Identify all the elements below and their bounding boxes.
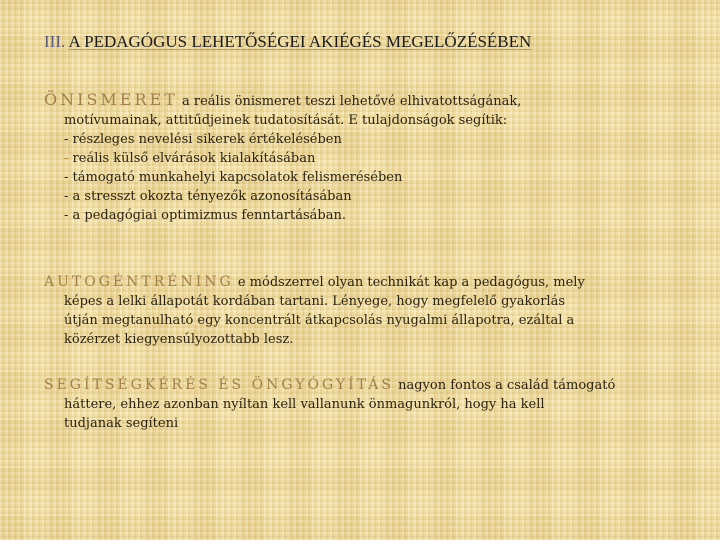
- text-line: közérzet kiegyensúlyozottabb lesz.: [64, 332, 294, 347]
- list-item: - reális külső elvárások kialakításában: [64, 151, 316, 166]
- heading-segitseg: SEGÍTSÉGKÉRÉS ÉS ÖNGYÓGYÍTÁS: [44, 377, 394, 393]
- list-item: - a stresszt okozta tényezők azonosításában: [64, 189, 352, 204]
- lead-autogen: e módszerrel olyan technikát kap a pedagógus, mely: [237, 275, 585, 290]
- section-segitseg: [44, 376, 684, 433]
- title-text: A PEDAGÓGUS LEHETŐSÉGEI AKIÉGÉS MEGELŐZÉSÉBEN: [68, 32, 532, 51]
- list-item: - részleges nevelési sikerek értékelésében: [64, 132, 342, 147]
- section-autogen: [44, 273, 684, 349]
- list-item: - támogató munkahelyi kapcsolatok felismerésében: [64, 170, 403, 185]
- heading-onismeret: ÖNISMERET: [44, 90, 178, 109]
- text-line: útján megtanulható egy koncentrált átkapcsolás nyugalmi állapotra, ezáltal a: [64, 313, 575, 328]
- text-line: háttere, ehhez azonban nyíltan kell vallanunk önmagunkról, hogy ha kell: [64, 397, 545, 412]
- bullet-list: [44, 130, 684, 225]
- title-number: III.: [44, 32, 66, 51]
- list-item: - a pedagógiai optimizmus fenntartásában.: [64, 208, 346, 223]
- text-line: tudjanak segíteni: [64, 416, 179, 431]
- heading-autogen: AUTOGÉNTRÉNING: [44, 274, 234, 290]
- section-onismeret: [44, 90, 684, 225]
- slide-title: [44, 32, 704, 52]
- lead-segitseg: nagyon fontos a család támogató: [398, 378, 616, 393]
- continuation-onismeret: motívumainak, attitűdjeinek tudatosítását. E tulajdonságok segítik:: [64, 113, 508, 128]
- lead-onismeret: a reális önismeret teszi lehetővé elhivatottságának,: [182, 94, 522, 109]
- text-line: képes a lelki állapotát kordában tartani. Lényege, hogy megfelelő gyakorlás: [64, 294, 566, 309]
